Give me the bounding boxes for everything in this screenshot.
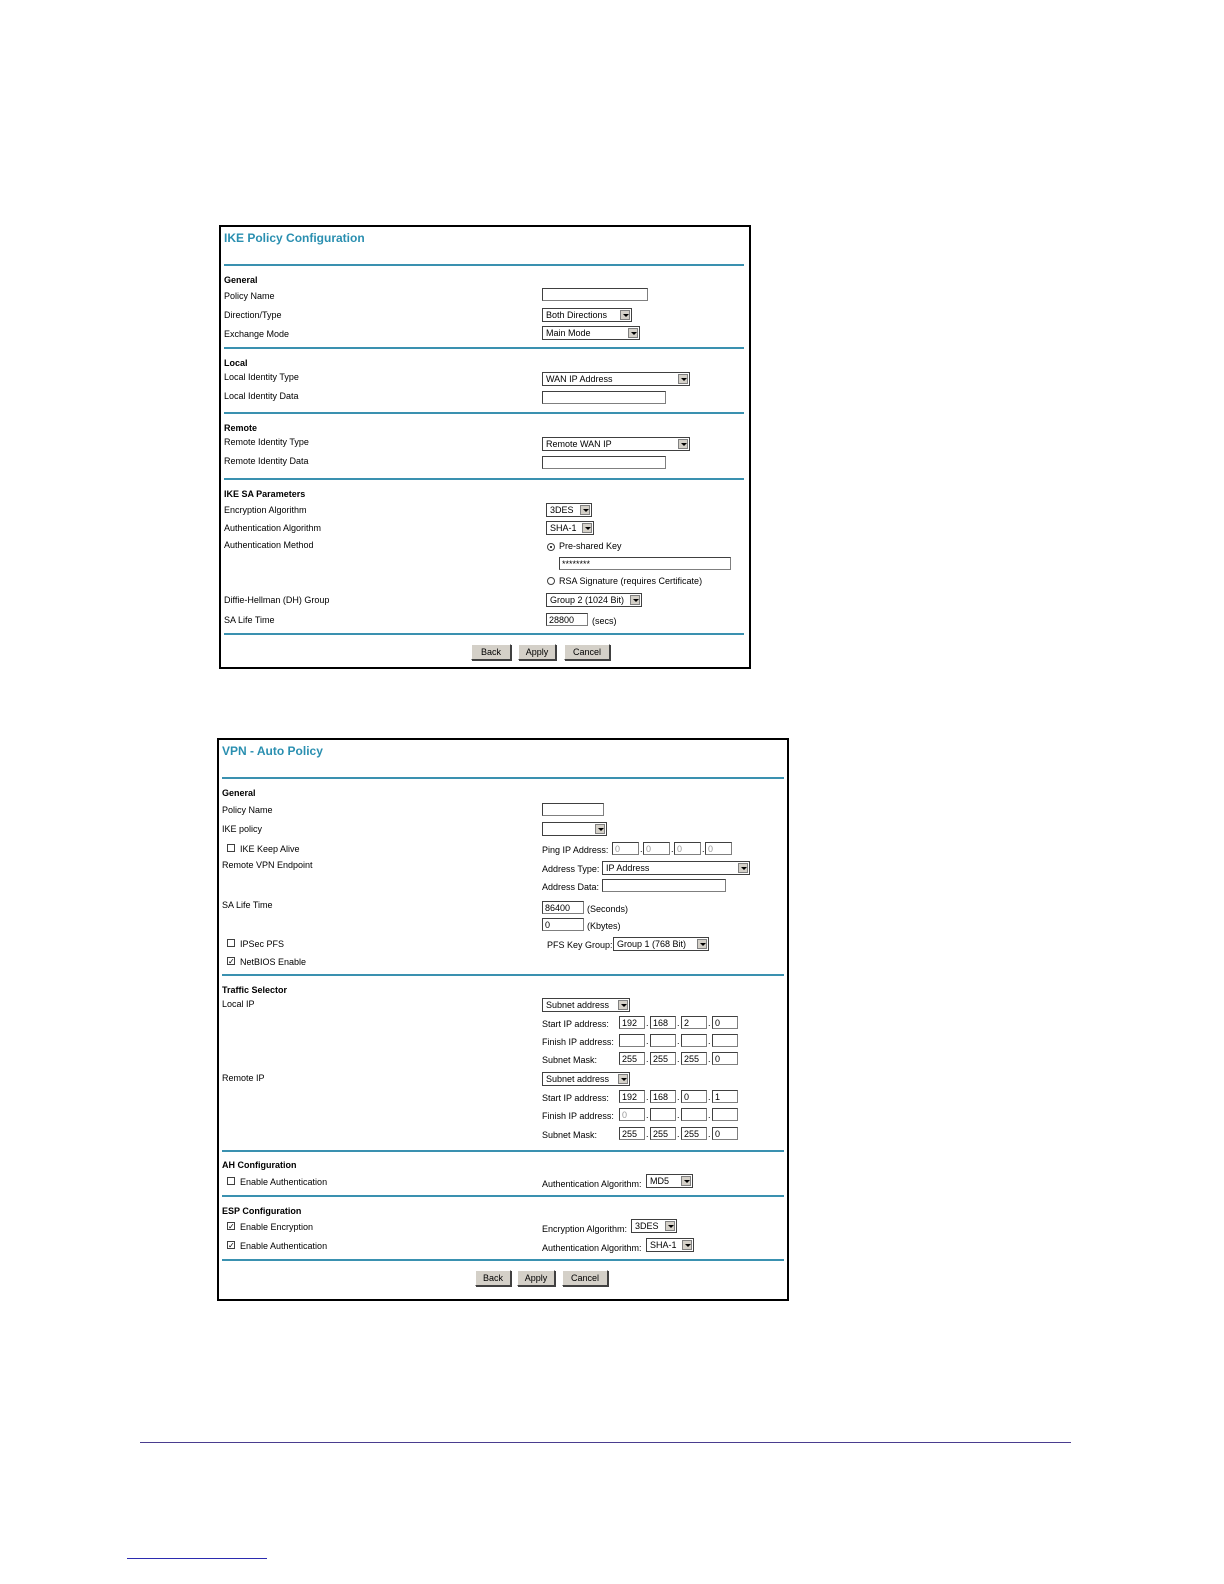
- exchange-mode-label: Exchange Mode: [224, 329, 290, 339]
- remote-ip-type-select[interactable]: [542, 1072, 630, 1086]
- local-identity-type-label: Local Identity Type: [224, 372, 299, 382]
- remote-finish-ip-octet-1[interactable]: 0: [619, 1108, 645, 1121]
- local-ip-type-value: Subnet address: [546, 1000, 610, 1010]
- esp-enable-authentication-checkbox[interactable]: ✓: [228, 1241, 235, 1250]
- dh-group-value: Group 2 (1024 Bit): [550, 595, 625, 605]
- esp-enable-encryption-label: Enable Encryption: [240, 1222, 314, 1232]
- ah-authentication-algorithm-select[interactable]: [646, 1174, 693, 1188]
- address-data-input[interactable]: [602, 879, 726, 892]
- octet-separator: .: [671, 844, 674, 854]
- octet-separator: .: [677, 1129, 680, 1139]
- encryption-algorithm-label: Encryption Algorithm: [224, 505, 307, 515]
- ike-policy-panel: [219, 225, 751, 669]
- local-finish-ip-label: Finish IP address:: [542, 1037, 614, 1047]
- local-start-ip-octet-2[interactable]: 168: [650, 1016, 676, 1029]
- esp-authentication-algorithm-label: Authentication Algorithm:: [542, 1243, 642, 1253]
- traffic-selector-heading: Traffic Selector: [222, 985, 288, 995]
- local-mask-octet-3[interactable]: 255: [681, 1052, 707, 1065]
- direction-type-select[interactable]: [542, 308, 632, 322]
- remote-finish-ip-label: Finish IP address:: [542, 1111, 614, 1121]
- esp-config-heading: ESP Configuration: [222, 1206, 302, 1216]
- remote-identity-data-input[interactable]: [542, 456, 666, 469]
- local-start-ip-octet-4[interactable]: 0: [712, 1016, 738, 1029]
- authentication-method-label: Authentication Method: [224, 540, 314, 550]
- chevron-down-icon[interactable]: [618, 1000, 628, 1010]
- local-finish-ip-octet-2[interactable]: [650, 1034, 676, 1047]
- ah-authentication-algorithm-label: Authentication Algorithm:: [542, 1179, 642, 1189]
- remote-identity-type-select[interactable]: [542, 437, 690, 451]
- seconds-unit: (Seconds): [587, 904, 629, 914]
- pfs-key-group-value: Group 1 (768 Bit): [617, 939, 687, 949]
- encryption-algorithm-value: 3DES: [550, 505, 574, 515]
- vpn-auto-policy-panel: [217, 738, 789, 1301]
- vpn-apply-button[interactable]: Apply: [517, 1270, 555, 1286]
- chevron-down-icon[interactable]: [618, 1074, 628, 1084]
- local-identity-type-value: WAN IP Address: [546, 374, 613, 384]
- ah-enable-authentication-checkbox[interactable]: [227, 1177, 235, 1185]
- local-subnet-mask-label: Subnet Mask:: [542, 1055, 598, 1065]
- octet-separator: .: [677, 1110, 680, 1120]
- vpn-policy-name-label: Policy Name: [222, 805, 273, 815]
- octet-separator: .: [646, 1018, 649, 1028]
- preshared-key-label: Pre-shared Key: [559, 541, 622, 551]
- chevron-down-icon[interactable]: [595, 824, 605, 834]
- ike-policy-select[interactable]: [542, 822, 607, 836]
- remote-finish-ip-octet-4[interactable]: [712, 1108, 738, 1121]
- ping-ip-octet-4[interactable]: 0: [705, 842, 732, 855]
- local-mask-octet-1[interactable]: 255: [619, 1052, 645, 1065]
- esp-encryption-algorithm-select[interactable]: [631, 1219, 677, 1233]
- apply-button[interactable]: Apply: [518, 644, 556, 660]
- ike-sa-params-heading: IKE SA Parameters: [224, 489, 306, 499]
- vpn-sa-lifetime-label: SA Life Time: [222, 900, 273, 910]
- octet-separator: .: [677, 1036, 680, 1046]
- rsa-signature-label: RSA Signature (requires Certificate): [559, 576, 703, 586]
- chevron-down-icon[interactable]: [628, 328, 638, 338]
- local-mask-octet-4[interactable]: 0: [712, 1052, 738, 1065]
- divider: [222, 1195, 784, 1197]
- octet-separator: .: [646, 1129, 649, 1139]
- chevron-down-icon[interactable]: [682, 1240, 692, 1250]
- local-identity-type-select[interactable]: [542, 372, 690, 386]
- chevron-down-icon[interactable]: [630, 595, 640, 605]
- octet-separator: .: [708, 1018, 711, 1028]
- ping-ip-octet-2[interactable]: 0: [643, 842, 670, 855]
- ah-authentication-algorithm-value: MD5: [650, 1176, 670, 1186]
- remote-identity-type-label: Remote Identity Type: [224, 437, 309, 447]
- esp-enable-authentication-label: Enable Authentication: [240, 1241, 328, 1251]
- remote-start-ip-octet-1[interactable]: 192: [619, 1090, 645, 1103]
- esp-encryption-algorithm-label: Encryption Algorithm:: [542, 1224, 628, 1234]
- remote-identity-type-value: Remote WAN IP: [546, 439, 612, 449]
- divider: [222, 1150, 784, 1152]
- direction-type-value: Both Directions: [546, 310, 608, 320]
- cancel-button[interactable]: Cancel: [564, 644, 610, 660]
- chevron-down-icon[interactable]: [620, 310, 630, 320]
- octet-separator: .: [646, 1092, 649, 1102]
- page-footer-rule: [140, 1442, 1071, 1443]
- octet-separator: .: [708, 1054, 711, 1064]
- remote-finish-ip-octet-2[interactable]: [650, 1108, 676, 1121]
- local-start-ip-octet-1[interactable]: 192: [619, 1016, 645, 1029]
- remote-start-ip-label: Start IP address:: [542, 1093, 609, 1103]
- ping-ip-octet-1[interactable]: 0: [612, 842, 639, 855]
- octet-separator: .: [646, 1110, 649, 1120]
- policy-name-input[interactable]: [542, 288, 648, 301]
- vpn-back-button[interactable]: Back: [475, 1270, 511, 1286]
- divider: [222, 974, 784, 976]
- authentication-algorithm-value: SHA-1: [550, 523, 577, 533]
- sa-lifetime-input[interactable]: 28800: [546, 613, 588, 626]
- local-ip-type-select[interactable]: [542, 998, 630, 1012]
- sa-seconds-input[interactable]: 86400: [542, 901, 584, 914]
- exchange-mode-value: Main Mode: [546, 328, 591, 338]
- remote-subnet-mask-label: Subnet Mask:: [542, 1130, 598, 1140]
- authentication-algorithm-select[interactable]: [546, 521, 594, 535]
- divider: [224, 412, 744, 414]
- chevron-down-icon[interactable]: [697, 939, 707, 949]
- vpn-general-heading: General: [222, 788, 256, 798]
- divider: [224, 264, 744, 266]
- divider: [224, 478, 744, 480]
- ipsec-pfs-checkbox[interactable]: [227, 939, 235, 947]
- authentication-algorithm-label: Authentication Algorithm: [224, 523, 322, 533]
- local-start-ip-label: Start IP address:: [542, 1019, 609, 1029]
- remote-mask-octet-2[interactable]: 255: [650, 1127, 676, 1140]
- chevron-down-icon[interactable]: [681, 1176, 691, 1186]
- pfs-key-group-select[interactable]: [613, 937, 709, 951]
- address-data-label: Address Data:: [542, 882, 600, 892]
- ike-general-heading: General: [224, 275, 258, 285]
- local-finish-ip-octet-1[interactable]: [619, 1034, 645, 1047]
- rsa-signature-radio[interactable]: [547, 577, 555, 585]
- dh-group-select[interactable]: [546, 593, 642, 607]
- octet-separator: .: [677, 1018, 680, 1028]
- dh-group-label: Diffie-Hellman (DH) Group: [224, 595, 330, 605]
- remote-mask-octet-4[interactable]: 0: [712, 1127, 738, 1140]
- sa-kbytes-input[interactable]: 0: [542, 918, 584, 931]
- remote-mask-octet-1[interactable]: 255: [619, 1127, 645, 1140]
- encryption-algorithm-select[interactable]: [546, 503, 592, 517]
- netbios-checkbox[interactable]: ✓: [228, 957, 235, 966]
- remote-start-ip-octet-4[interactable]: 1: [712, 1090, 738, 1103]
- local-ip-label: Local IP: [222, 999, 255, 1009]
- remote-start-ip-octet-3[interactable]: 0: [681, 1090, 707, 1103]
- direction-type-label: Direction/Type: [224, 310, 282, 320]
- vpn-policy-name-input[interactable]: [542, 803, 604, 816]
- octet-separator: .: [640, 844, 643, 854]
- octet-separator: .: [708, 1036, 711, 1046]
- exchange-mode-select[interactable]: [542, 326, 640, 340]
- octet-separator: .: [646, 1036, 649, 1046]
- vpn-cancel-button[interactable]: Cancel: [562, 1270, 608, 1286]
- divider: [222, 1259, 784, 1261]
- local-identity-data-label: Local Identity Data: [224, 391, 299, 401]
- footer-link-underline: [127, 1558, 267, 1559]
- octet-separator: .: [677, 1054, 680, 1064]
- remote-mask-octet-3[interactable]: 255: [681, 1127, 707, 1140]
- divider: [224, 633, 744, 635]
- octet-separator: .: [708, 1092, 711, 1102]
- ping-ip-label: Ping IP Address:: [542, 845, 609, 855]
- address-type-value: IP Address: [606, 863, 650, 873]
- octet-separator: .: [677, 1092, 680, 1102]
- esp-authentication-algorithm-select[interactable]: [646, 1238, 694, 1252]
- octet-separator: .: [646, 1054, 649, 1064]
- vpn-page-title: VPN - Auto Policy: [222, 744, 323, 758]
- local-mask-octet-2[interactable]: 255: [650, 1052, 676, 1065]
- local-finish-ip-octet-4[interactable]: [712, 1034, 738, 1047]
- ike-keep-alive-checkbox[interactable]: [227, 844, 235, 852]
- chevron-down-icon[interactable]: [582, 523, 592, 533]
- chevron-down-icon[interactable]: [678, 439, 688, 449]
- ah-enable-authentication-label: Enable Authentication: [240, 1177, 328, 1187]
- octet-separator: .: [702, 844, 705, 854]
- address-type-select[interactable]: [602, 861, 750, 875]
- ipsec-pfs-label: IPSec PFS: [240, 939, 285, 949]
- divider: [222, 777, 784, 779]
- divider: [224, 347, 744, 349]
- remote-vpn-endpoint-label: Remote VPN Endpoint: [222, 860, 313, 870]
- remote-ip-type-value: Subnet address: [546, 1074, 610, 1084]
- esp-enable-encryption-checkbox[interactable]: ✓: [228, 1222, 235, 1231]
- preshared-key-input[interactable]: ********: [559, 557, 731, 570]
- remote-start-ip-octet-2[interactable]: 168: [650, 1090, 676, 1103]
- chevron-down-icon[interactable]: [580, 505, 590, 515]
- ike-keep-alive-label: IKE Keep Alive: [240, 844, 300, 854]
- local-start-ip-octet-3[interactable]: 2: [681, 1016, 707, 1029]
- esp-encryption-algorithm-value: 3DES: [635, 1221, 659, 1231]
- policy-name-label: Policy Name: [224, 291, 275, 301]
- secs-label: (secs): [592, 616, 617, 626]
- local-finish-ip-octet-3[interactable]: [681, 1034, 707, 1047]
- back-button[interactable]: Back: [471, 644, 511, 660]
- ike-policy-label: IKE policy: [222, 824, 263, 834]
- netbios-label: NetBIOS Enable: [240, 957, 307, 967]
- chevron-down-icon[interactable]: [665, 1221, 675, 1231]
- ah-config-heading: AH Configuration: [222, 1160, 297, 1170]
- kbytes-unit: (Kbytes): [587, 921, 621, 931]
- remote-finish-ip-octet-3[interactable]: [681, 1108, 707, 1121]
- sa-lifetime-label: SA Life Time: [224, 615, 275, 625]
- ping-ip-octet-3[interactable]: 0: [674, 842, 701, 855]
- ike-remote-heading: Remote: [224, 423, 258, 433]
- esp-authentication-algorithm-value: SHA-1: [650, 1240, 677, 1250]
- preshared-key-radio[interactable]: [547, 543, 555, 551]
- remote-identity-data-label: Remote Identity Data: [224, 456, 309, 466]
- ike-local-heading: Local: [224, 358, 248, 368]
- chevron-down-icon[interactable]: [678, 374, 688, 384]
- chevron-down-icon[interactable]: [738, 863, 748, 873]
- ike-page-title: IKE Policy Configuration: [224, 231, 365, 245]
- address-type-label: Address Type:: [542, 864, 600, 874]
- local-identity-data-input[interactable]: [542, 391, 666, 404]
- pfs-key-group-label: PFS Key Group:: [547, 940, 613, 950]
- octet-separator: .: [708, 1129, 711, 1139]
- remote-ip-label: Remote IP: [222, 1073, 265, 1083]
- octet-separator: .: [708, 1110, 711, 1120]
